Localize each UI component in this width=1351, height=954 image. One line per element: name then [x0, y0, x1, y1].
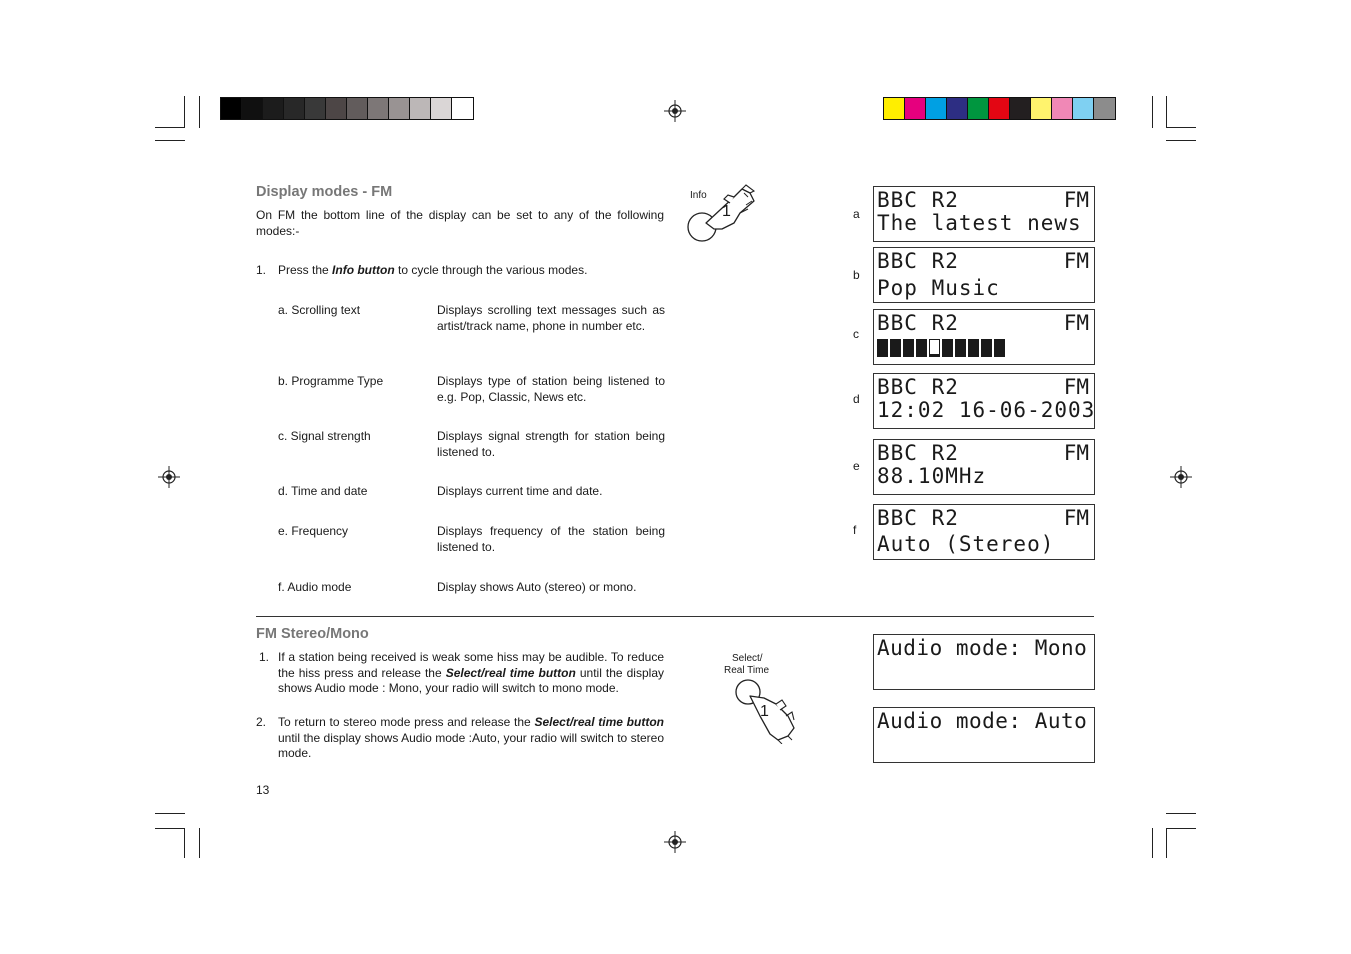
crop-mark: [1166, 140, 1196, 141]
display-letter: b: [853, 268, 860, 282]
color-swatch: [263, 98, 284, 119]
color-calibration-bar: [883, 97, 1116, 120]
lcd-audio-mode-text: Audio mode: Mono: [877, 636, 1088, 660]
registration-mark-icon: [1170, 466, 1192, 488]
crop-mark: [1166, 127, 1196, 128]
lcd-station: BBC R2: [877, 188, 959, 212]
lcd-band: FM: [1063, 506, 1089, 530]
signal-bar: [916, 339, 927, 357]
mode-description: Displays signal strength for station being listened to.: [437, 429, 665, 459]
mode-label: d. Time and date: [278, 484, 368, 498]
intro-paragraph: On FM the bottom line of the display can be set to any of the following modes:-: [256, 208, 664, 238]
registration-mark-icon: [664, 100, 686, 122]
info-button-ref: Info button: [332, 263, 395, 277]
color-swatch: [452, 98, 473, 119]
color-swatch: [1073, 98, 1094, 119]
mode-description: Displays current time and date.: [437, 484, 603, 498]
lcd-display-programme-type: [873, 247, 1095, 303]
crop-mark: [199, 96, 200, 128]
item-number: 2.: [256, 715, 267, 729]
color-swatch: [1031, 98, 1052, 119]
color-swatch: [284, 98, 305, 119]
lcd-display-audio-mono: [873, 634, 1095, 690]
instruction-1: [256, 650, 664, 702]
select-button-ref: Select/real time button: [534, 715, 664, 729]
lcd-station: BBC R2: [877, 311, 959, 335]
mode-label: f. Audio mode: [278, 580, 352, 594]
lcd-audio-mode-text: Audio mode: Auto: [877, 709, 1088, 733]
crop-mark: [1166, 828, 1196, 829]
lcd-band: FM: [1063, 249, 1089, 273]
color-swatch: [989, 98, 1010, 119]
color-swatch: [305, 98, 326, 119]
crop-mark: [1152, 96, 1153, 128]
color-swatch: [926, 98, 947, 119]
select-button-label-1: Select/: [732, 653, 763, 664]
lcd-display-scrolling-text: [873, 186, 1095, 242]
color-swatch: [326, 98, 347, 119]
select-button-ref: Select/real time button: [445, 665, 576, 680]
lcd-text: The latest news: [877, 211, 1082, 235]
registration-mark-icon: [664, 831, 686, 853]
lcd-audio-mode: Auto (Stereo): [877, 532, 1055, 556]
color-swatch: [431, 98, 452, 119]
signal-bar: [942, 339, 953, 357]
display-letter: e: [853, 459, 860, 473]
color-swatch: [1052, 98, 1073, 119]
color-swatch: [968, 98, 989, 119]
select-button-label-2: Real Time: [724, 665, 770, 676]
color-swatch: [347, 98, 368, 119]
display-letter: d: [853, 392, 860, 406]
display-letter: c: [853, 327, 859, 341]
crop-mark: [155, 127, 185, 128]
info-button-number: 1: [722, 203, 731, 220]
lcd-station: BBC R2: [877, 441, 959, 465]
signal-bar: [981, 339, 992, 357]
display-letter: f: [853, 523, 857, 537]
lcd-station: BBC R2: [877, 249, 959, 273]
item-text: If a station being received is weak some hiss may be audible. To reduce the hiss press and release the Select/real time button until the display shows Audio mode : Mono, your radio will switch to mono mode.: [278, 650, 664, 695]
item-text: To return to stereo mode press and release the Select/real time button until the display shows Audio mode :Auto, your radio will switch to stereo mode.: [278, 715, 664, 760]
signal-strength-bars: [877, 339, 1005, 357]
select-button-number: 1: [760, 703, 769, 720]
signal-bar: [968, 339, 979, 357]
mode-description: Displays type of station being listened to e.g. Pop, Classic, News etc.: [437, 374, 665, 404]
lcd-band: FM: [1063, 188, 1089, 212]
lcd-frequency: 88.10MHz: [877, 464, 987, 488]
lcd-station: BBC R2: [877, 375, 959, 399]
color-swatch: [1010, 98, 1031, 119]
color-swatch: [368, 98, 389, 119]
grayscale-calibration-bar: [220, 97, 474, 120]
signal-bar: [994, 339, 1005, 357]
mode-description: Displays scrolling text messages such as artist/track name, phone in number etc.: [437, 303, 665, 333]
section-divider: [256, 616, 1094, 617]
crop-mark: [184, 828, 185, 858]
section-title-stereo-mono: FM Stereo/Mono: [256, 626, 369, 642]
crop-mark: [155, 813, 185, 814]
mode-label: b. Programme Type: [278, 374, 384, 388]
color-swatch: [242, 98, 263, 119]
lcd-band: FM: [1063, 441, 1089, 465]
color-swatch: [905, 98, 926, 119]
mode-label: a. Scrolling text: [278, 303, 361, 317]
lcd-display-frequency: [873, 439, 1095, 495]
crop-mark: [199, 828, 200, 858]
lcd-band: FM: [1063, 311, 1089, 335]
mode-label: c. Signal strength: [278, 429, 371, 443]
crop-mark: [1152, 828, 1153, 858]
section-title-display-modes: Display modes - FM: [256, 184, 393, 200]
signal-bar: [955, 339, 966, 357]
info-button-label: Info: [690, 190, 707, 201]
crop-mark: [184, 96, 185, 128]
crop-mark: [155, 140, 185, 141]
signal-bar: [890, 339, 901, 357]
crop-mark: [155, 828, 185, 829]
signal-bar: [903, 339, 914, 357]
lcd-time-date: 12:02 16-06-2003: [877, 398, 1096, 422]
step-text: Press the Info button to cycle through the various modes.: [278, 263, 588, 277]
color-swatch: [1094, 98, 1115, 119]
color-swatch: [410, 98, 431, 119]
crop-mark: [1166, 96, 1167, 128]
crop-mark: [1166, 813, 1196, 814]
crop-mark: [1166, 828, 1167, 858]
lcd-display-signal-strength: [873, 309, 1095, 365]
color-swatch: [947, 98, 968, 119]
page-number: 13: [256, 783, 270, 797]
lcd-display-time-date: [873, 373, 1095, 429]
mode-label: e. Frequency: [278, 524, 349, 538]
lcd-display-audio-auto: [873, 707, 1095, 763]
hand-pressing-info-button-icon: [684, 183, 758, 245]
lcd-station: BBC R2: [877, 506, 959, 530]
signal-bar: [877, 339, 888, 357]
display-letter: a: [853, 207, 860, 221]
item-number: 1.: [259, 650, 270, 664]
color-swatch: [221, 98, 242, 119]
color-swatch: [389, 98, 410, 119]
instruction-2: [256, 715, 664, 765]
lcd-band: FM: [1063, 375, 1089, 399]
mode-description: Display shows Auto (stereo) or mono.: [437, 580, 637, 594]
signal-bar: [929, 339, 940, 357]
mode-description: Displays frequency of the station being listened to.: [437, 524, 665, 554]
step-number: 1.: [256, 263, 267, 277]
lcd-programme-type: Pop Music: [877, 276, 1000, 300]
color-swatch: [884, 98, 905, 119]
registration-mark-icon: [158, 466, 180, 488]
lcd-display-audio-mode: [873, 504, 1095, 560]
